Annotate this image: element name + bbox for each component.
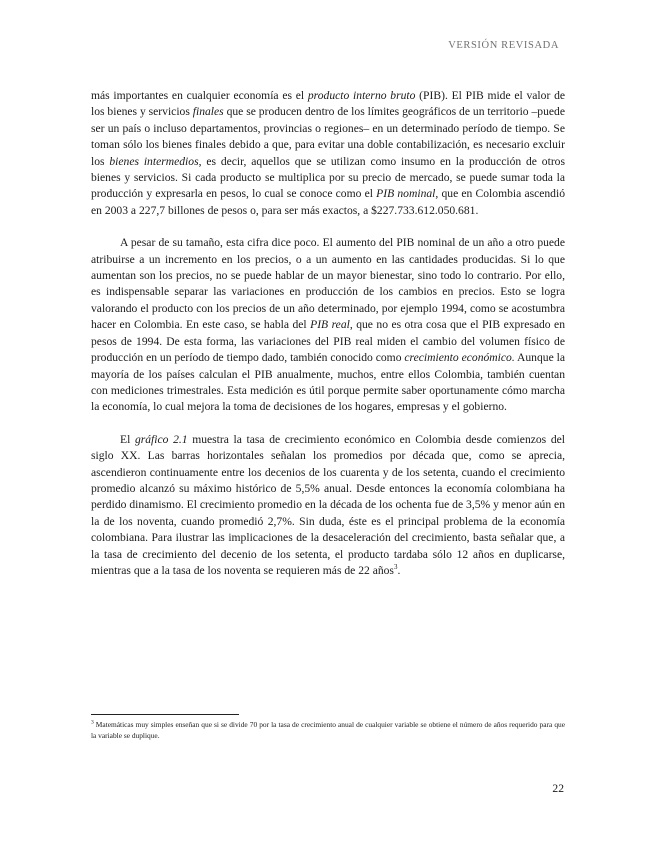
running-header: VERSIÓN REVISADA — [448, 40, 559, 51]
page-number: 22 — [552, 782, 564, 795]
footnote-marker: 3 — [91, 719, 94, 726]
body-text — [91, 88, 565, 595]
paragraph-3: El gráfico 2.1 muestra la tasa de crecimiento económico en Colombia desde comienzos del siglo XX. Las barras horizontales señalan los promedios por década que, como se aprecia, ascendieron continuamente entre los decenios de los cuarenta y de los setenta, cuando el crecimiento promedio alcanzó su máximo histórico de 5,5% anual. Desde entonces la economía colombiana ha perdido dinamismo. El crecimiento promedio en la década de los ochenta fue de 3,5% y menor aún en la de los noventa, cuando promedió 2,7%. Sin duda, éste es el principal problema de la economía colombiana. Para ilustrar las implicaciones de la desaceleración del crecimiento, basta señalar que, a la tasa de crecimiento del decenio de los setenta, el producto tardaba sólo 12 años en duplicarse, mientras que a la tasa de los noventa se requieren más de 22 años$^3$. — [91, 432, 565, 577]
paragraph-2: A pesar de su tamaño, esta cifra dice poco. El aumento del PIB nominal de un año a otro puede atribuirse a un incremento en los precios, o a un aumento en las cantidades producidas. Si lo que aumentan son los precios, no se puede hablar de un mayor bienestar, sino todo lo contrario. Por ello, es indispensable separar las variaciones en producción de los cambios en precios. Esto se logra valorando el producto con los precios de un año determinado, por ejemplo 1994, como se acostumbra hacer en Colombia. En este caso, se habla del PIB real, que no es otra cosa que el PIB expresado en pesos de 1994. De esta forma, las variaciones del PIB real miden el cambio del volumen físico de producción en un período de tiempo dado, también conocido como crecimiento económico. Aunque la mayoría de los países calculan el PIB anualmente, muchos, entre ellos Colombia, también cuentan con mediciones trimestrales. Esta medición es útil porque permite saber oportunamente cómo marcha la economía, lo cual mejora la toma de decisiones de los hogares, empresas y el gobierno. — [91, 236, 566, 414]
footnote-reference: 3 — [393, 563, 398, 572]
footnote — [91, 719, 565, 741]
paragraph-1: más importantes en cualquier economía es el producto interno bruto (PIB). El PIB mide el valor de los bienes y servicios finales que se producen dentro de los límites geográficos de un territorio –puede ser un país o incluso departamentos, provincias o regiones– en un determinado período de tiempo. Se toman sólo los bienes finales debido a que, para evitar una doble contabilización, es necesario excluir los bienes intermedios, es decir, aquellos que se utilizan como insumo en la producción de otros bienes y servicios. Si cada producto se multiplica por su precio de mercado, se puede sumar toda la producción y expresarla en pesos, lo cual se conoce como el PIB nominal, que en Colombia ascendió en 2003 a 227,7 billones de pesos o, para ser más exactos, a $227.733.612.050.681. — [91, 89, 566, 217]
footnote-divider — [91, 714, 239, 715]
footnote-text: Matemáticas muy simples enseñan que si se divide 70 por la tasa de crecimiento anual de cualquier variable se obtiene el número de años requerido para que la variable se duplique. — [91, 720, 565, 740]
